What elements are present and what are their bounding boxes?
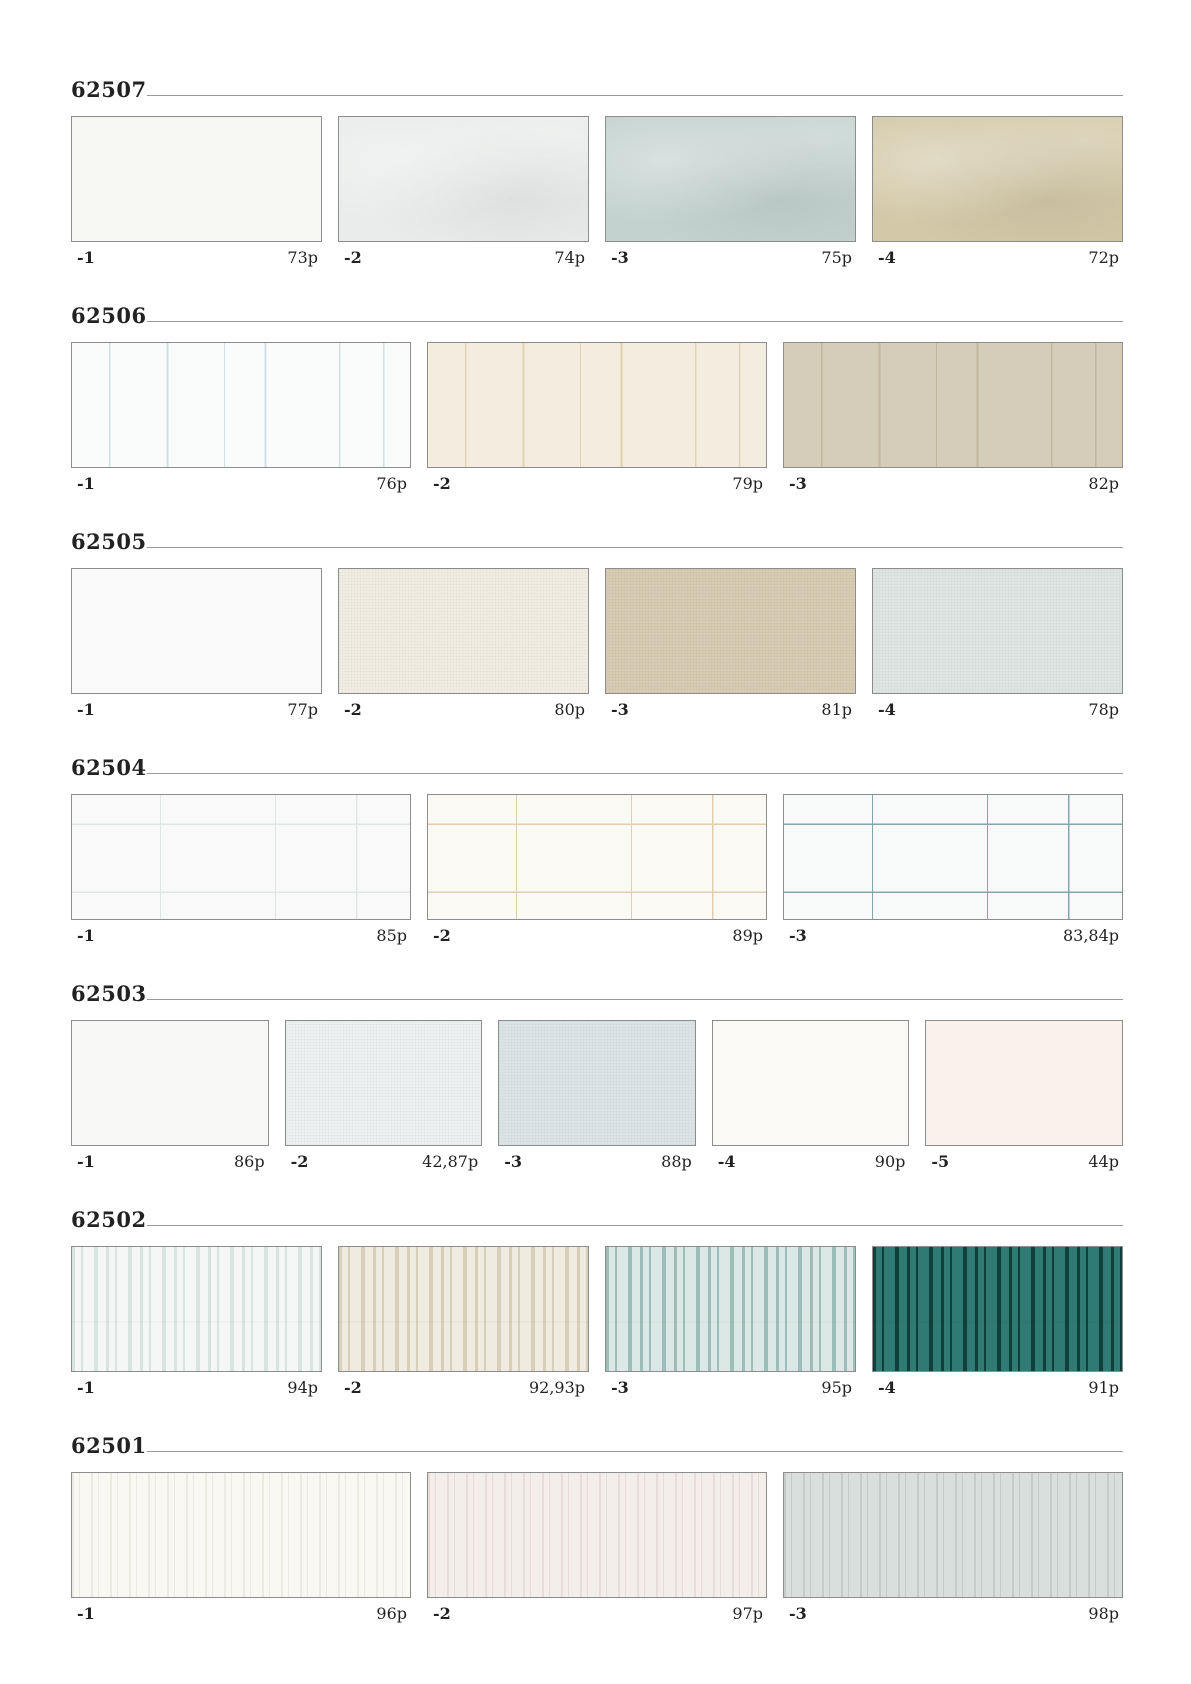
swatch-item [783,1472,1123,1624]
variant-number: -1 [77,1152,95,1171]
product-code: 62507 [71,77,147,102]
swatch-tile [783,794,1123,920]
swatch-tile [925,1020,1123,1146]
swatch-item [427,342,767,494]
page-reference: 72p [1088,248,1119,267]
swatch-item [338,116,589,268]
swatch-item [605,1246,856,1398]
swatch-tile [338,568,589,694]
swatch-caption [783,1598,1123,1624]
page-reference: 95p [821,1378,852,1397]
swatch-section [71,982,1123,1208]
page-reference: 80p [554,700,585,719]
swatch-item [71,1020,269,1172]
variant-number: -1 [77,1604,95,1623]
swatch-item [71,794,411,946]
page-reference: 96p [376,1604,407,1623]
swatch-caption [71,920,411,946]
swatch-caption [427,920,767,946]
header-rule [147,95,1123,96]
swatch-item [712,1020,910,1172]
header-rule [147,1225,1123,1226]
swatch-item [285,1020,483,1172]
page-reference: 91p [1088,1378,1119,1397]
swatch-caption [71,468,411,494]
page-reference: 78p [1088,700,1119,719]
page-reference: 82p [1088,474,1119,493]
product-code: 62501 [71,1433,147,1458]
swatch-caption [338,694,589,720]
swatch-tile [783,1472,1123,1598]
section-header [71,1208,1123,1246]
swatch-tile [338,1246,589,1372]
variant-number: -2 [433,926,451,945]
swatch-caption [712,1146,910,1172]
product-code: 62502 [71,1207,147,1232]
swatch-caption [71,1146,269,1172]
swatch-caption [605,694,856,720]
variant-number: -1 [77,474,95,493]
variant-number: -1 [77,926,95,945]
page-reference: 42,87p [422,1152,479,1171]
swatch-item [71,1246,322,1398]
swatch-caption [872,694,1123,720]
page-reference: 73p [287,248,318,267]
swatch-tile [71,1020,269,1146]
swatch-item [783,342,1123,494]
variant-number: -2 [344,1378,362,1397]
swatch-row [71,342,1123,494]
variant-number: -5 [931,1152,950,1171]
page-reference: 94p [287,1378,318,1397]
swatch-row [71,1472,1123,1624]
swatch-row [71,1246,1123,1398]
swatch-row [71,794,1123,946]
swatch-item [71,342,411,494]
swatch-item [925,1020,1123,1172]
swatch-tile [285,1020,483,1146]
section-header [71,982,1123,1020]
page-reference: 83,84p [1062,926,1119,945]
variant-number: -3 [611,1378,629,1397]
variant-number: -3 [611,700,629,719]
page-reference: 98p [1088,1604,1119,1623]
swatch-section [71,756,1123,982]
variant-number: -1 [77,248,95,267]
variant-number: -4 [878,248,896,267]
swatch-tile [427,342,767,468]
product-code: 62504 [71,755,147,780]
swatch-caption [605,242,856,268]
page-reference: 88p [661,1152,692,1171]
header-rule [147,1451,1123,1452]
swatch-tile [605,1246,856,1372]
variant-number: -3 [611,248,629,267]
variant-number: -3 [789,474,807,493]
swatch-tile [338,116,589,242]
swatch-item [71,1472,411,1624]
swatch-item [427,794,767,946]
swatch-item [71,116,322,268]
page-reference: 79p [732,474,763,493]
swatch-row [71,116,1123,268]
swatch-tile [872,568,1123,694]
swatch-row [71,1020,1123,1172]
page-reference: 89p [732,926,763,945]
swatch-section [71,78,1123,304]
swatch-caption [427,468,767,494]
page-reference: 90p [874,1152,906,1171]
page-reference: 77p [287,700,318,719]
swatch-tile [71,794,411,920]
swatch-caption [783,920,1123,946]
variant-number: -1 [77,700,95,719]
swatch-tile [605,568,856,694]
variant-number: -3 [789,1604,807,1623]
swatch-catalog [71,78,1123,1660]
swatch-tile [71,1472,411,1598]
variant-number: -2 [344,248,362,267]
variant-number: -3 [789,926,807,945]
swatch-item [498,1020,696,1172]
section-header [71,530,1123,568]
header-rule [147,773,1123,774]
page-reference: 85p [376,926,407,945]
swatch-item [872,1246,1123,1398]
swatch-caption [71,1372,322,1398]
swatch-tile [71,568,322,694]
swatch-caption [285,1146,483,1172]
header-rule [147,547,1123,548]
swatch-caption [71,694,322,720]
swatch-caption [925,1146,1123,1172]
swatch-item [783,794,1123,946]
page-reference: 81p [821,700,852,719]
variant-number: -2 [290,1152,309,1171]
swatch-item [605,568,856,720]
swatch-item [71,568,322,720]
page-reference: 76p [376,474,407,493]
swatch-caption [783,468,1123,494]
swatch-row [71,568,1123,720]
swatch-caption [498,1146,696,1172]
swatch-section [71,1208,1123,1434]
variant-number: -3 [504,1152,522,1171]
swatch-tile [712,1020,910,1146]
swatch-caption [338,242,589,268]
product-code: 62503 [71,981,147,1006]
variant-number: -2 [433,474,451,493]
page-reference: 97p [732,1604,763,1623]
swatch-section [71,304,1123,530]
page-reference: 86p [233,1152,265,1171]
variant-number: -4 [878,1378,896,1397]
page-reference: 75p [821,248,852,267]
swatch-item [872,116,1123,268]
swatch-caption [605,1372,856,1398]
swatch-section [71,1434,1123,1660]
swatch-tile [71,1246,322,1372]
product-code: 62506 [71,303,147,328]
swatch-tile [71,116,322,242]
swatch-caption [338,1372,589,1398]
swatch-caption [872,242,1123,268]
swatch-item [338,1246,589,1398]
swatch-item [338,568,589,720]
swatch-item [427,1472,767,1624]
swatch-tile [71,342,411,468]
swatch-caption [872,1372,1123,1398]
variant-number: -4 [878,700,896,719]
swatch-caption [71,1598,411,1624]
variant-number: -1 [77,1378,95,1397]
variant-number: -4 [717,1152,736,1171]
section-header [71,78,1123,116]
section-header [71,1434,1123,1472]
product-code: 62505 [71,529,147,554]
swatch-caption [71,242,322,268]
swatch-section [71,530,1123,756]
swatch-item [605,116,856,268]
swatch-tile [872,116,1123,242]
page-reference: 92,93p [528,1378,585,1397]
swatch-tile [872,1246,1123,1372]
section-header [71,756,1123,794]
variant-number: -2 [344,700,362,719]
swatch-caption [427,1598,767,1624]
swatch-tile [605,116,856,242]
swatch-tile [427,794,767,920]
page-reference: 74p [554,248,585,267]
swatch-item [872,568,1123,720]
swatch-tile [783,342,1123,468]
variant-number: -2 [433,1604,451,1623]
page-reference: 44p [1088,1152,1119,1171]
section-header [71,304,1123,342]
swatch-tile [427,1472,767,1598]
header-rule [147,321,1123,322]
swatch-tile [498,1020,696,1146]
header-rule [147,999,1123,1000]
